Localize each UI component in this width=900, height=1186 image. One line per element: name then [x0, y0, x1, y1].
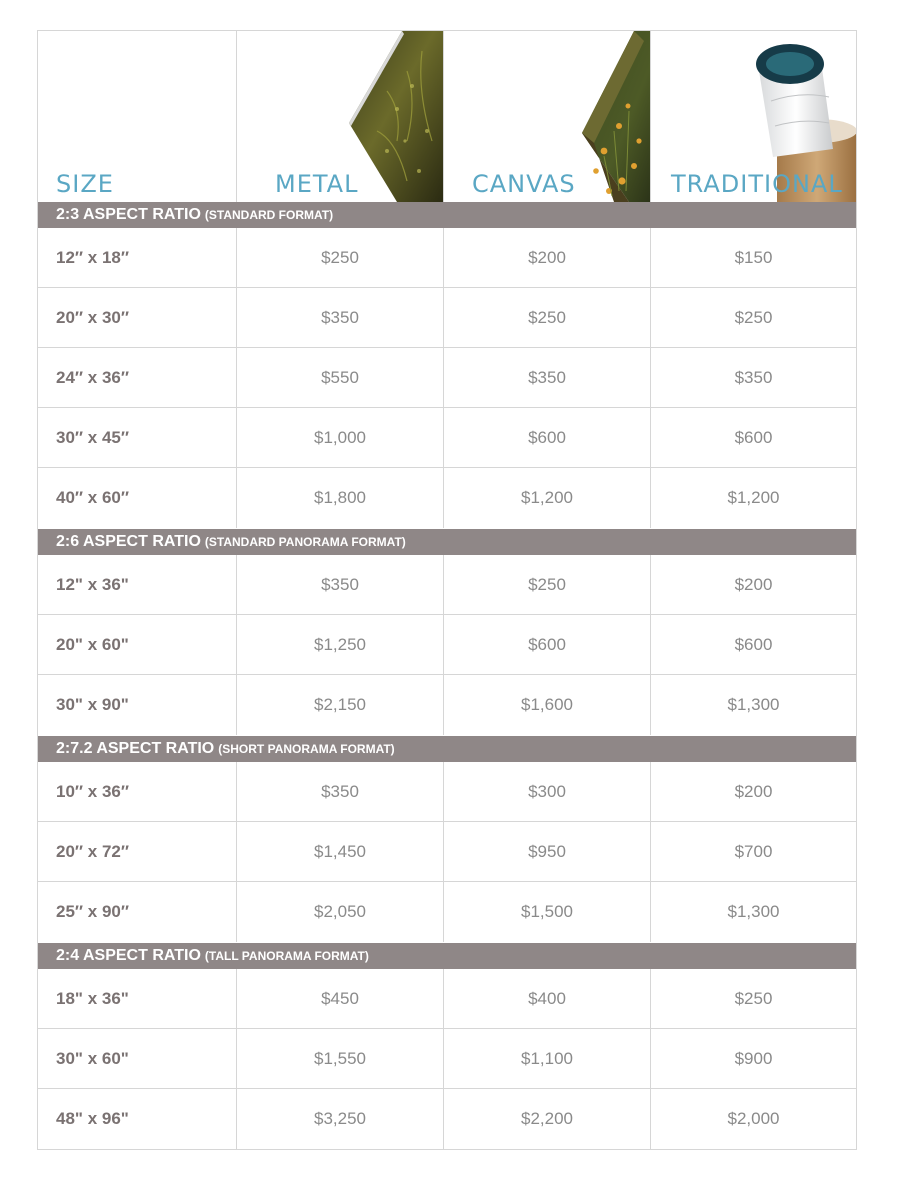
table-row	[38, 1029, 856, 1089]
metal-price-cell: $550	[237, 348, 444, 407]
section-bar-2-3	[38, 202, 856, 228]
metal-price-cell: $350	[237, 762, 444, 821]
metal-price-cell: $2,150	[237, 675, 444, 735]
metal-price-cell: $1,000	[237, 408, 444, 467]
table-row	[38, 675, 856, 735]
table-row	[38, 969, 856, 1029]
canvas-price-cell: $600	[444, 615, 651, 674]
canvas-price-cell: $250	[444, 288, 651, 347]
header-size-cell	[38, 31, 237, 202]
metal-price-cell: $1,800	[237, 468, 444, 528]
section-bar-2-6	[38, 529, 856, 555]
table-row	[38, 468, 856, 528]
table-row	[38, 822, 856, 882]
traditional-price-cell: $2,000	[727, 1109, 780, 1128]
metal-price-cell: $2,050	[237, 882, 444, 942]
metal-price-cell: $350	[237, 555, 444, 614]
size-cell: 12″ x 18″	[38, 228, 237, 287]
metal-price-cell: $1,550	[237, 1029, 444, 1088]
traditional-price-cell: $600	[734, 634, 773, 654]
canvas-price-cell: $1,500	[444, 882, 651, 942]
traditional-price-cell: $200	[734, 781, 773, 801]
header-metal-cell	[237, 31, 444, 202]
size-cell: 24″ x 36″	[38, 348, 237, 407]
metal-price-cell: $1,250	[237, 615, 444, 674]
traditional-price-cell: $700	[734, 841, 773, 861]
metal-price-cell: $250	[237, 228, 444, 287]
canvas-price-cell: $300	[444, 762, 651, 821]
section-subtitle: (STANDARD PANORAMA FORMAT)	[204, 535, 406, 549]
price-table	[37, 30, 857, 1150]
canvas-price-cell: $350	[444, 348, 651, 407]
canvas-price-cell: $1,600	[444, 675, 651, 735]
metal-price-cell: $1,450	[237, 822, 444, 881]
metal-price-cell: $350	[237, 288, 444, 347]
table-row	[38, 1089, 856, 1149]
traditional-price-cell: $600	[734, 427, 773, 447]
section-title: 2:6 ASPECT RATIO	[56, 533, 201, 550]
size-cell: 25″ x 90″	[38, 882, 237, 942]
canvas-price-cell: $200	[444, 228, 651, 287]
table-row	[38, 882, 856, 942]
size-cell: 12" x 36"	[38, 555, 237, 614]
table-row	[38, 288, 856, 348]
table-row	[38, 348, 856, 408]
section-title: 2:4 ASPECT RATIO	[56, 947, 201, 964]
header-traditional-label: TRADITIONAL	[671, 170, 843, 198]
size-cell: 48" x 96"	[38, 1089, 237, 1149]
section-subtitle: (SHORT PANORAMA FORMAT)	[218, 742, 395, 756]
size-cell: 30" x 90"	[38, 675, 237, 735]
header-metal-label: METAL	[275, 170, 359, 198]
size-cell: 30" x 60"	[38, 1029, 237, 1088]
size-cell: 40″ x 60″	[38, 468, 237, 528]
table-row	[38, 615, 856, 675]
header-canvas-label: CANVAS	[472, 170, 576, 198]
size-cell: 30″ x 45″	[38, 408, 237, 467]
section-title: 2:7.2 ASPECT RATIO	[56, 740, 215, 757]
header-traditional-cell	[651, 31, 856, 202]
metal-price-cell: $450	[237, 969, 444, 1028]
table-row	[38, 408, 856, 468]
table-row	[38, 555, 856, 615]
canvas-price-cell: $250	[444, 555, 651, 614]
table-row	[38, 762, 856, 822]
traditional-price-cell: $1,300	[727, 695, 780, 714]
traditional-price-cell: $250	[734, 307, 773, 327]
canvas-price-cell: $1,200	[444, 468, 651, 528]
header-size-label: SIZE	[56, 170, 114, 198]
header-canvas-cell	[444, 31, 651, 202]
section-bar-2-4	[38, 943, 856, 969]
traditional-price-cell: $350	[734, 367, 773, 387]
canvas-price-cell: $600	[444, 408, 651, 467]
section-subtitle: (STANDARD FORMAT)	[204, 208, 334, 222]
size-cell: 20″ x 30″	[38, 288, 237, 347]
traditional-price-cell: $150	[734, 247, 773, 267]
traditional-price-cell: $1,200	[727, 488, 780, 507]
traditional-price-cell: $900	[734, 1048, 773, 1068]
table-header	[38, 31, 856, 202]
section-subtitle: (TALL PANORAMA FORMAT)	[204, 949, 369, 963]
traditional-price-cell: $200	[734, 574, 773, 594]
table-row	[38, 228, 856, 288]
traditional-price-cell: $250	[734, 988, 773, 1008]
section-title: 2:3 ASPECT RATIO	[56, 206, 201, 223]
metal-price-cell: $3,250	[237, 1089, 444, 1149]
size-cell: 20″ x 72″	[38, 822, 237, 881]
size-cell: 10″ x 36″	[38, 762, 237, 821]
traditional-price-cell: $1,300	[727, 902, 780, 921]
canvas-price-cell: $400	[444, 969, 651, 1028]
canvas-price-cell: $2,200	[444, 1089, 651, 1149]
section-bar-2-7-2	[38, 736, 856, 762]
canvas-price-cell: $950	[444, 822, 651, 881]
size-cell: 18" x 36"	[38, 969, 237, 1028]
size-cell: 20" x 60"	[38, 615, 237, 674]
canvas-price-cell: $1,100	[444, 1029, 651, 1088]
